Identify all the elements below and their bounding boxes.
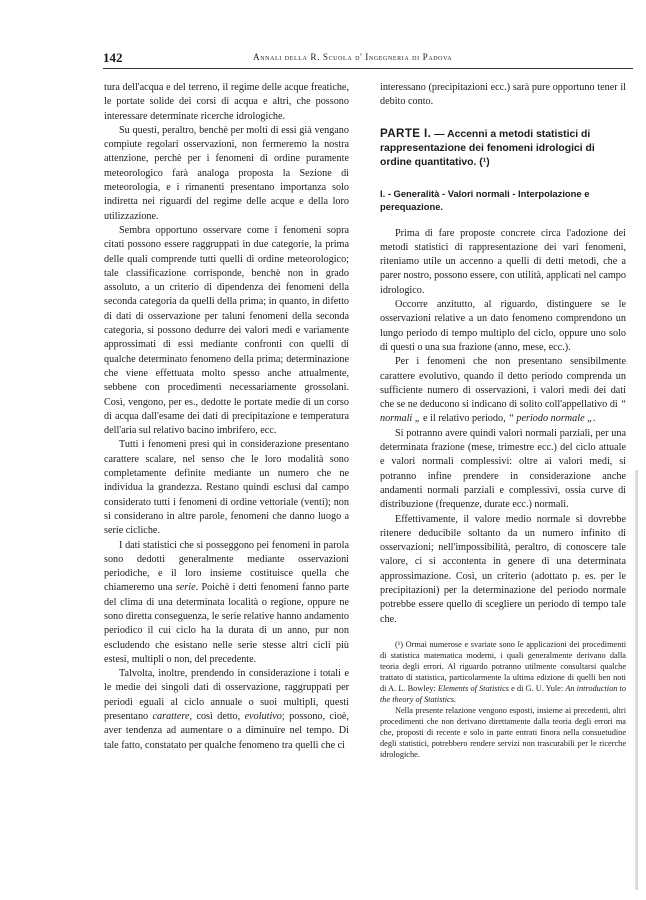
paragraph: interessano (precipitazioni ecc.) sarà pure opportuno tener il debito conto. bbox=[380, 82, 626, 108]
text-run: I dati statistici che si posseggono pei fenomeni in parola sono dedotti generalmente mediante osservazioni periodiche, e il loro insieme costituisce quella che chiameremo una bbox=[104, 539, 349, 594]
section-heading bbox=[380, 127, 626, 170]
text-run: ; possono, cioè, aver tendenza ad aumentare o a diminuire nel tempo. Di tale fatto, constatato per qualche fenomeno tra quelli che ci bbox=[104, 711, 349, 751]
paragraph: Su questi, peraltro, benchè per molti di essi già vengano compiute regolari osservazioni, non fermeremo la nostra attenzione, perchè per i fenomeni di ordine puramente meteorologico farà analoga proposta la Sezione di meteorologia, e i rimanenti presentano importanza solo indiretta nei riguardi del regime delle acque e della loro utilizzazione. bbox=[104, 124, 349, 222]
paragraph: Effettivamente, il valore medio normale si dovrebbe ritenere deducibile soltanto da un numero infinito di osservazioni; nell'impossibilità, peraltro, di conoscere tale valore, ci si accontenta in genere di una determinata approssimazione. Così, un criterio (adottato p. es. per le precipitazioni) per la determinazione del periodo normale potrebbe essere quello di scegliere un periodo di tempo tale che. bbox=[380, 513, 626, 625]
footnote bbox=[380, 639, 626, 705]
text-run: e il relativo periodo, bbox=[420, 413, 509, 425]
paragraph: Occorre anzitutto, al riguardo, distinguere se le osservazioni relative a un dato fenomeno comprendono un lungo periodo di tempo multiplo del ciclo, oppure uno solo di questi o una sua frazione (anno, mese, ecc.). bbox=[380, 299, 626, 353]
text-run: Talvolta, inoltre, prendendo in considerazione i totali e le medie dei singoli dati di osservazione, raggruppati per periodi eguali al ciclo annuale o suoi multipli, questi presentano bbox=[104, 668, 349, 723]
paragraph: Tutti i fenomeni presi qui in considerazione presentano carattere scalare, nel senso che le loro modalità sono completamente definite mediante un numero che ne individua la grandezza. Restano quindi esclusi dal campo considerato tutti i fenomeni di ordine vettoriale (venti); non si considerano in altre parole, fenomeni che danno luogo a serie cicliche. bbox=[104, 439, 349, 537]
paragraph: tura dell'acqua e del terreno, il regime delle acque freatiche, le portate solide dei corsi di acqua e altri, che possono interessare determinate ricerche idrologiche. bbox=[104, 82, 349, 122]
paragraph: Prima di fare proposte concrete circa l'adozione dei metodi statistici di rappresentazione dei vari fenomeni, riteniamo utile un accenno a quelli di detti metodi, che a parer nostro, possono essere, con utilità, applicati nel campo idrologico. bbox=[380, 227, 626, 296]
text-run: Ormai numerose e svariate sono le applicazioni dei procedimenti di statistica matematica moderni, i quali generalmente derivano dalla teoria degli errori. Al riguardo potranno utilmente consultarsi qualche trattato di statistica, particolarmente la ultima edizione di quelli ben noti di A. L. Bowley: bbox=[380, 639, 626, 693]
emphasis-evolutivo: evolutivo bbox=[244, 711, 282, 723]
page-number: 142 bbox=[103, 50, 123, 65]
section-heading-title: — Accenni a metodi statistici di rappresentazione dei fenomeni idrologici di ordine quantitativo. bbox=[380, 128, 595, 168]
section-heading-lead: PARTE I. bbox=[380, 126, 432, 140]
page-header bbox=[103, 50, 633, 69]
paragraph bbox=[104, 667, 349, 753]
emphasis-carattere: carattere bbox=[152, 711, 190, 723]
subsection-heading: I. - Generalità - Valori normali - Interpolazione e perequazione. bbox=[380, 187, 590, 212]
footnote-mark: (¹) bbox=[395, 639, 404, 649]
text-run: . Poichè i detti fenomeni fanno parte del clima di una determinata località o regione, oppure ne sono diretta conseguenza, le serie relative hanno andamento periodico il cui ciclo ha la durata di un anno, pur non escludendo che esistano nelle serie stesse altri cicli più estesi, multipli o non, del precedente. bbox=[104, 582, 349, 665]
left-column bbox=[104, 81, 349, 753]
paragraph: Si potranno avere quindi valori normali parziali, per una determinata frazione (mese, trimestre ecc.) del ciclo attuale e valori normali complessivi: oltre ai valori medi, si potranno infine prendere in considerazione anche andamenti normali parziali e complessivi, ossia curve di distribuzione (frequenze, durate ecc.) normali. bbox=[380, 427, 626, 511]
right-column bbox=[380, 81, 626, 760]
text-run: . bbox=[592, 413, 596, 425]
emphasis-serie: serie bbox=[175, 582, 196, 594]
text-run: Per i fenomeni che non presentano sensibilmente carattere evolutivo, quando il detto periodo comprenda un sufficiente numero di osservazioni, i valori medi dei dati che se ne deducono si indicano di solito coll'appellativo di bbox=[380, 356, 626, 411]
paragraph bbox=[380, 355, 626, 426]
text-run: , così detto, bbox=[189, 711, 245, 723]
footnote-reference: (¹) bbox=[479, 156, 490, 168]
text-run: e di G. U. Yule: bbox=[509, 683, 566, 693]
book-title: Elements of Statistics bbox=[437, 683, 509, 693]
running-head: Annali della R. Scuola d' Ingegneria di Padova bbox=[253, 52, 453, 62]
paragraph bbox=[104, 539, 349, 668]
emphasis-normali: “ normali „ bbox=[380, 399, 626, 425]
footnote: Nella presente relazione vengono esposti, insieme ai precedenti, altri procedimenti che non derivano direttamente dalla teoria degli errori ma che, proposti di recente e solo in parte entrati finora nella consuetudine degli statistici, potrebbero rendere servizi non trascurabili per le ricerche idrologiche. bbox=[380, 705, 626, 759]
book-title: An introduction to the theory of Statistics. bbox=[380, 683, 626, 704]
footnote-spacer bbox=[380, 627, 626, 639]
page-edge-shadow bbox=[635, 470, 638, 890]
paragraph: Sembra opportuno osservare come i fenomeni sopra citati possono essere raggruppati in due categorie, la prima delle quali comprende tutti quelli di ordine meteorologico; tale classificazione corrisponde, benchè non in grado assoluto, a un criterio di dipendenza dei fenomeni della seconda categoria da quelli della prima; in quanto, in difetto di dati di osservazione per taluni fenomeni della seconda categoria, si possono dedurre dei valori medi e variamente approssimati di essi mediante confronti con quelli di qualche determinato fenomeno della prima; determinazione che viene effettuata molto spesso anche attualmente, sebbene con procedimenti necessariamente grossolani. Così, vengono, per es., dedotte le portate medie di un corso di acqua dall'esame dei dati di precipitazione e temperatura dell'aria sul relativo bacino imbrifero, ecc. bbox=[104, 224, 349, 437]
emphasis-periodo-normale: “ periodo normale „ bbox=[508, 413, 593, 425]
